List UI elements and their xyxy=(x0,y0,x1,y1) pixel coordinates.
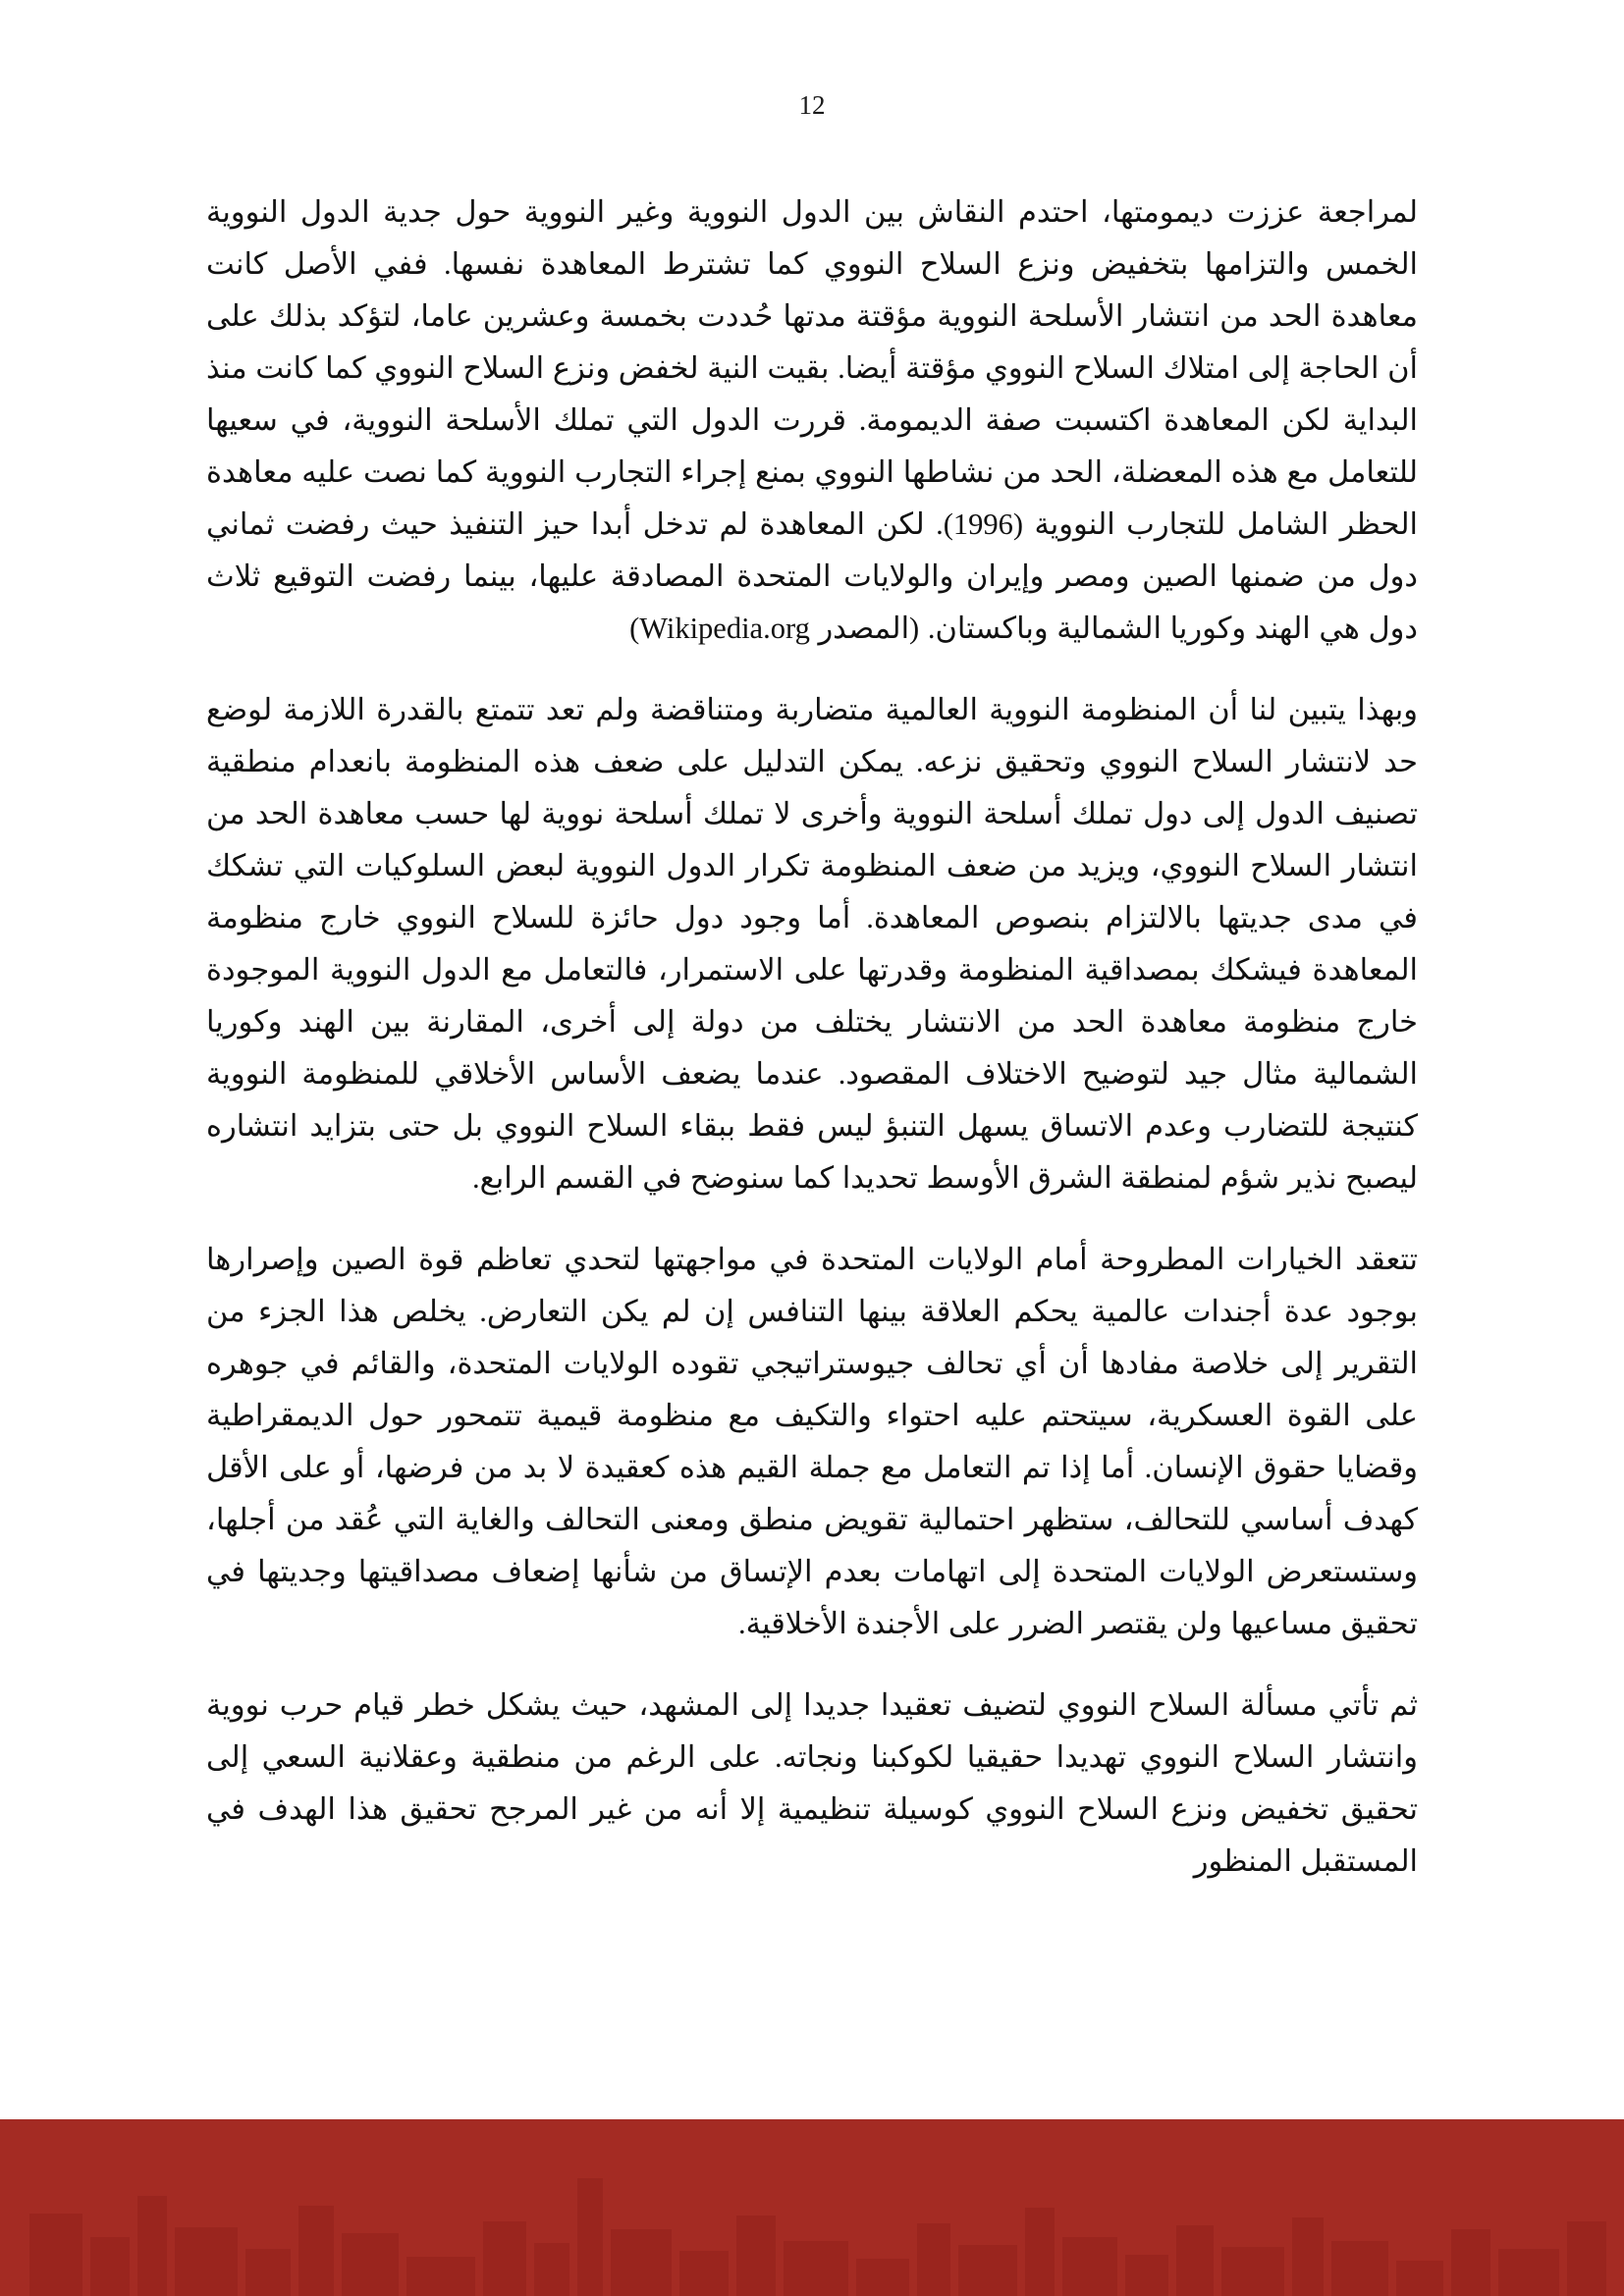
page-number: 12 xyxy=(798,90,826,120)
paragraph: وبهذا يتبين لنا أن المنظومة النووية العالمية متضاربة ومتناقضة ولم تعد تتمتع بالقدرة اللازمة لوضع حد لانتشار السلاح النووي وتحقيق نزعه. يمكن التدليل على ضعف هذه المنظومة بانعدام منطقية تصنيف الدول إلى دول تملك أسلحة النووية وأخرى لا تملك أسلحة نووية لها حسب معاهدة الحد من انتشار السلاح النووي، ويزيد من ضعف المنظومة تكرار الدول النووية لبعض السلوكيات التي تشكك في مدى جديتها بالالتزام بنصوص المعاهدة. أما وجود دول حائزة للسلاح النووي خارج منظومة المعاهدة فيشكك بمصداقية المنظومة وقدرتها على الاستمرار، فالتعامل مع الدول النووية الموجودة خارج منظومة معاهدة الحد من الانتشار يختلف من دولة إلى أخرى، المقارنة بين الهند وكوريا الشمالية مثال جيد لتوضيح الاختلاف المقصود. عندما يضعف الأساس الأخلاقي للمنظومة النووية كنتيجة للتضارب وعدم الاتساق يسهل التنبؤ ليس فقط ببقاء السلاح النووي بل حتى بتزايد انتشاره ليصبح نذير شؤم لمنطقة الشرق الأوسط تحديدا كما سنوضح في القسم الرابع. xyxy=(206,693,1418,1195)
paragraph: لمراجعة عززت ديمومتها، احتدم النقاش بين الدول النووية وغير النووية حول جدية الدول النووية الخمس والتزامها بتخفيض ونزع السلاح النووي كما تشترط المعاهدة نفسها. ففي الأصل كانت معاهدة الحد من انتشار الأسلحة النووية مؤقتة مدتها حُددت بخمسة وعشرين عاما، لتؤكد بذلك على أن الحاجة إلى امتلاك السلاح النووي مؤقتة أيضا. بقيت النية لخفض ونزع السلاح النووي كما كانت منذ البداية لكن المعاهدة اكتسبت صفة الديمومة. قررت الدول التي تملك الأسلحة النووية، في سعيها للتعامل مع هذه المعضلة، الحد من نشاطها النووي بمنع إجراء التجارب النووية كما نصت عليه معاهدة الحظر الشامل للتجارب النووية (1996). لكن المعاهدة لم تدخل أبدا حيز التنفيذ حيث رفضت ثماني دول من ضمنها الصين ومصر وإيران والولايات المتحدة المصادقة عليها، بينما رفضت التوقيع ثلاث دول هي الهند وكوريا الشمالية وباكستان. (المصدر Wikipedia.org) xyxy=(206,195,1418,645)
paragraph: ثم تأتي مسألة السلاح النووي لتضيف تعقيدا جديدا إلى المشهد، حيث يشكل خطر قيام حرب نووية وانتشار السلاح النووي تهديدا حقيقيا لكوكبنا ونجاته. على الرغم من منطقية وعقلانية السعي إلى تحقيق تخفيض ونزع السلاح النووي كوسيلة تنظيمية إلا أنه من غير المرجح تحقيق هذا الهدف في المستقبل المنظور xyxy=(206,1688,1418,1878)
page-body xyxy=(206,187,1418,1888)
footer-band xyxy=(0,2119,1624,2296)
paragraph: تتعقد الخيارات المطروحة أمام الولايات المتحدة في مواجهتها لتحدي تعاظم قوة الصين وإصرارها بوجود عدة أجندات عالمية يحكم العلاقة بينها التنافس إن لم يكن التعارض. يخلص هذا الجزء من التقرير إلى خلاصة مفادها أن أي تحالف جيوستراتيجي تقوده الولايات المتحدة، والقائم في جوهره على القوة العسكرية، سيتحتم عليه احتواء والتكيف مع منظومة قيمية تتمحور حول الديمقراطية وقضايا حقوق الإنسان. أما إذا تم التعامل مع جملة القيم هذه كعقيدة لا بد من فرضها، أو على الأقل كهدف أساسي للتحالف، ستظهر احتمالية تقويض منطق ومعنى التحالف والغاية التي عُقد من أجلها، وستستعرض الولايات المتحدة إلى اتهامات بعدم الإتساق من شأنها إضعاف مصداقيتها وجديتها في تحقيق مساعيها ولن يقتصر الضرر على الأجندة الأخلاقية. xyxy=(206,1243,1418,1640)
city-skyline-icon xyxy=(0,2119,1624,2296)
